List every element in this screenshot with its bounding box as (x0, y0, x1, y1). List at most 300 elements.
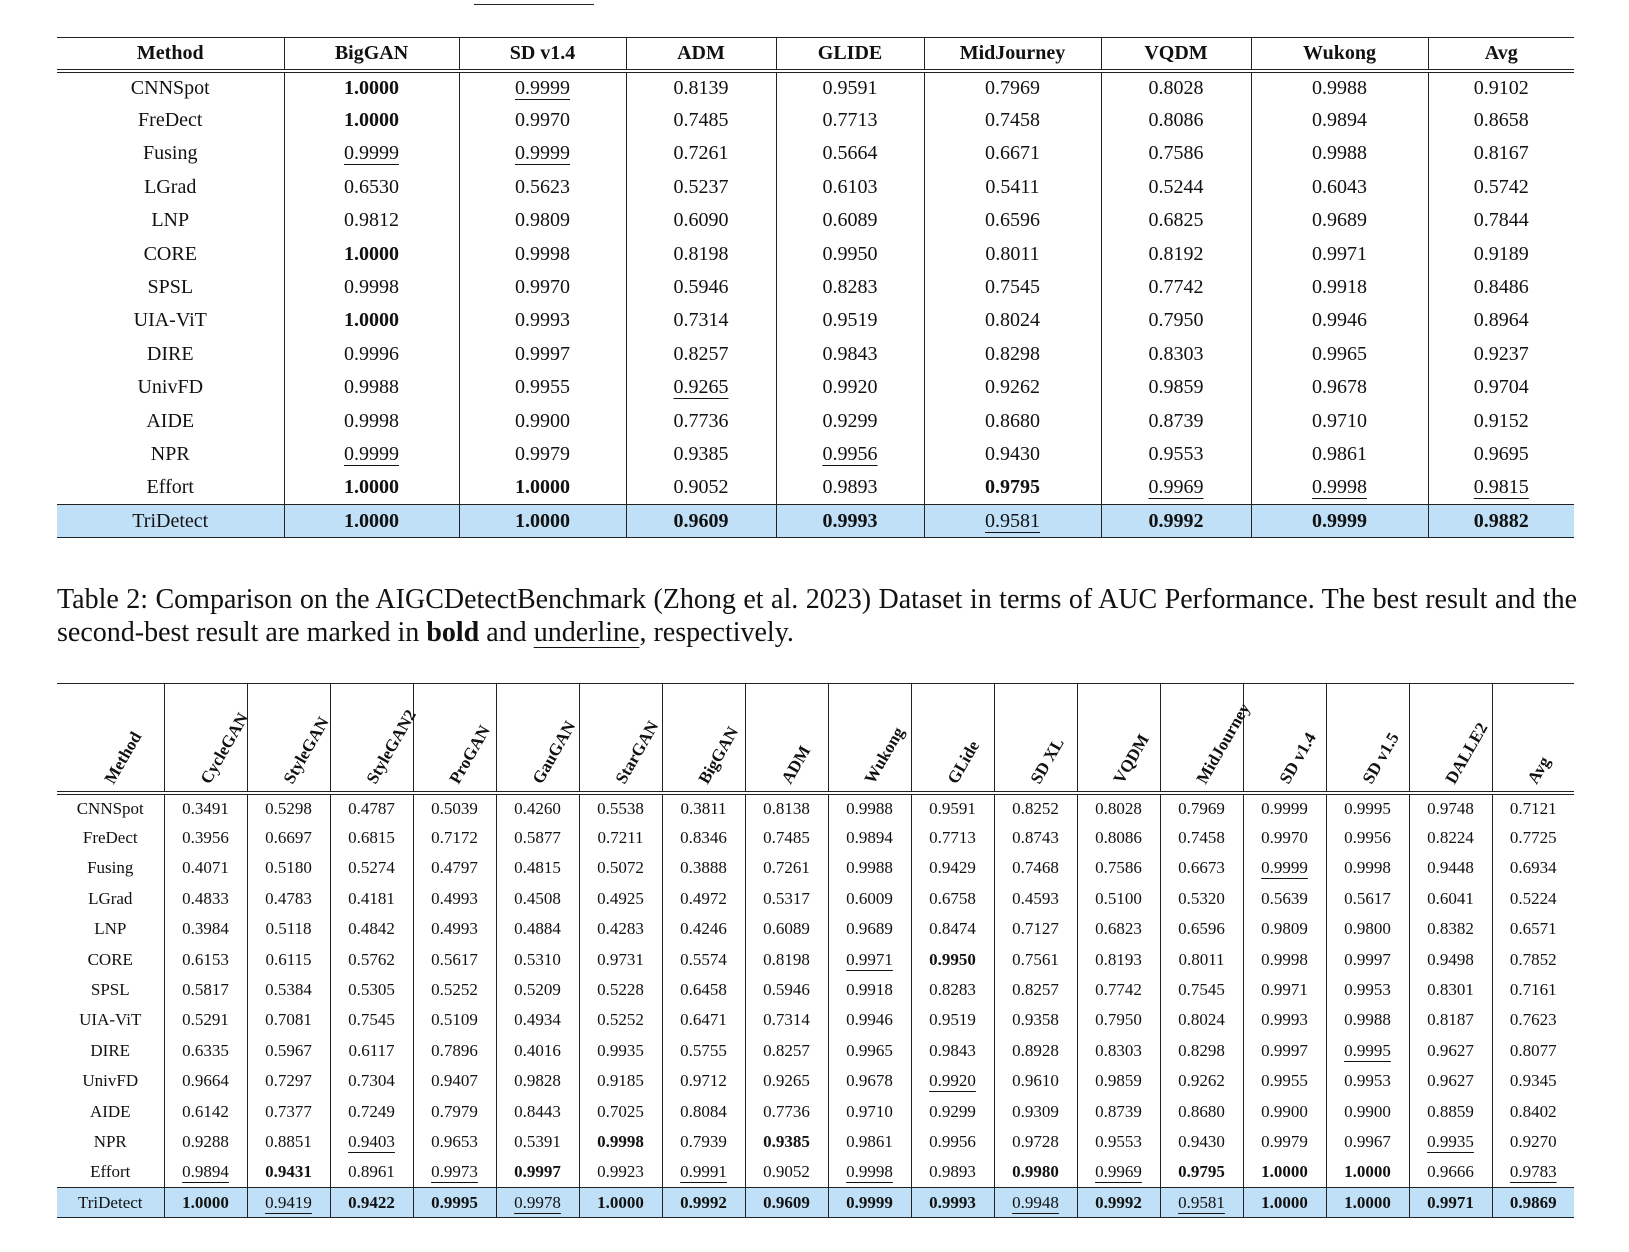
table-cell (1243, 1036, 1326, 1066)
column-header-label: Avg (1523, 752, 1555, 787)
table-cell (745, 1188, 828, 1218)
table-cell (924, 171, 1101, 204)
cell-value: 0.9299 (929, 1101, 976, 1121)
table-cell (626, 438, 776, 471)
table-cell (1251, 404, 1428, 437)
table-cell (1101, 404, 1251, 437)
table-cell (626, 171, 776, 204)
table-cell (911, 1188, 994, 1218)
cell-value: 0.9869 (1509, 1192, 1557, 1212)
table-cell (828, 793, 911, 823)
table-row (57, 104, 1574, 137)
cell-value: 0.9999 (515, 142, 570, 165)
cell-value: 0.8443 (514, 1101, 561, 1121)
table-cell (1409, 1127, 1492, 1157)
cell-value: 0.9991 (680, 1162, 727, 1182)
table-cell (284, 237, 459, 270)
table-cell (164, 1127, 247, 1157)
table-row (57, 338, 1574, 371)
table-cell (247, 823, 330, 853)
table-cell (496, 975, 579, 1005)
table-cell (911, 975, 994, 1005)
method-name: SPSL (147, 276, 194, 299)
cell-value: 0.7586 (1095, 858, 1142, 878)
table-cell (1243, 1005, 1326, 1035)
table-cell (164, 914, 247, 944)
cell-value: 0.9979 (515, 442, 570, 465)
cell-value: 0.9999 (846, 1192, 893, 1212)
table-cell (579, 1127, 662, 1157)
table-row (57, 471, 1574, 504)
cell-value: 0.7249 (348, 1101, 395, 1121)
cell-value: 0.8961 (348, 1162, 395, 1182)
table-cell (1409, 1066, 1492, 1096)
table-cell (330, 823, 413, 853)
cell-value: 0.9237 (1473, 342, 1529, 365)
cell-value: 0.7485 (763, 828, 810, 848)
table-cell (828, 853, 911, 883)
cell-value: 0.8024 (985, 309, 1040, 332)
cell-value: 0.7950 (1148, 309, 1204, 332)
table-cell (1492, 1096, 1574, 1126)
cell-value: 0.9967 (1344, 1131, 1391, 1151)
table-cell (1160, 1066, 1243, 1096)
cell-value: 0.9920 (822, 376, 878, 399)
table-cell (776, 204, 924, 237)
table-cell (1077, 1005, 1160, 1035)
cell-value: 0.9664 (182, 1071, 229, 1091)
column-header-label: MidJourney (1191, 699, 1254, 787)
table-cell (459, 304, 626, 337)
table-cell (1101, 371, 1251, 404)
table-caption (57, 583, 1577, 649)
table-row (57, 793, 1574, 823)
cell-value: 0.9882 (1473, 509, 1529, 532)
table-row (57, 371, 1574, 404)
cell-value: 0.9935 (1427, 1131, 1474, 1151)
caption-text: Table 2: Comparison on the AIGCDetectBenchmark (Zhong et al. 2023) Dataset in terms of AUC Performance. The best result and the second-best result are marked in (57, 584, 1577, 648)
table-cell (579, 1188, 662, 1218)
table-cell (911, 1157, 994, 1187)
cell-value: 0.9894 (846, 828, 893, 848)
cell-value: 0.7713 (929, 828, 976, 848)
cell-value: 0.8077 (1509, 1040, 1557, 1060)
cell-value: 1.0000 (344, 476, 399, 499)
cell-value: 0.9970 (515, 276, 570, 299)
cell-value: 0.9997 (515, 342, 570, 365)
table-cell (994, 884, 1077, 914)
table-cell (1077, 1188, 1160, 1218)
cell-value: 0.9809 (515, 209, 570, 232)
cell-value: 0.9997 (1261, 1040, 1308, 1060)
table-cell (284, 171, 459, 204)
cell-value: 0.9998 (344, 276, 399, 299)
table-cell (1492, 823, 1574, 853)
cell-value: 0.9956 (1344, 828, 1391, 848)
table-header-row (57, 38, 1574, 71)
column-header-label: ADM (677, 41, 725, 64)
table-cell (1409, 1188, 1492, 1218)
table-cell (164, 853, 247, 883)
table-row (57, 1188, 1574, 1218)
table-cell (1077, 975, 1160, 1005)
table-cell (994, 1096, 1077, 1126)
table-cell (1492, 914, 1574, 944)
table-cell (1251, 505, 1428, 538)
table-cell (828, 1188, 911, 1218)
table-cell (496, 1036, 579, 1066)
table-cell (1428, 505, 1574, 538)
cell-value: 0.9946 (846, 1010, 893, 1030)
column-header-label: SD v1.4 (1274, 728, 1320, 787)
table-cell (1243, 793, 1326, 823)
table-cell (284, 271, 459, 304)
table-cell (1326, 823, 1409, 853)
table-cell (413, 793, 496, 823)
table-cell (284, 404, 459, 437)
cell-value: 0.9189 (1473, 242, 1529, 265)
cell-value: 0.9950 (929, 949, 976, 969)
cell-value: 0.9299 (822, 409, 878, 432)
cell-value: 0.9998 (1344, 858, 1391, 878)
table-cell (459, 371, 626, 404)
table-cell (1101, 204, 1251, 237)
table-row (57, 975, 1574, 1005)
table-row (57, 71, 1574, 104)
table-cell (626, 471, 776, 504)
cell-value: 0.9969 (1148, 476, 1204, 499)
table-cell (911, 793, 994, 823)
table-cell (1243, 853, 1326, 883)
table-cell (828, 1096, 911, 1126)
table-cell (1428, 438, 1574, 471)
table-cell (1160, 1127, 1243, 1157)
cell-value: 0.9900 (515, 409, 570, 432)
cell-value: 0.9591 (822, 76, 878, 99)
table-cell (1409, 1005, 1492, 1035)
table-cell (330, 1036, 413, 1066)
cell-value: 0.9998 (1261, 949, 1308, 969)
table-cell (413, 944, 496, 974)
table-cell (1492, 1188, 1574, 1218)
cell-value: 0.9843 (822, 342, 878, 365)
cell-value: 0.8964 (1473, 309, 1529, 332)
cell-value: 0.9519 (822, 309, 878, 332)
method-name: Fusing (143, 142, 198, 165)
table-cell (247, 944, 330, 974)
cell-value: 0.9710 (1312, 409, 1367, 432)
table-cell (662, 1188, 745, 1218)
table-cell (1492, 1036, 1574, 1066)
table-cell (662, 1127, 745, 1157)
cell-value: 0.6009 (846, 888, 893, 908)
cell-value: 0.9918 (846, 980, 893, 1000)
method-name: DIRE (146, 342, 194, 365)
column-header-label: GauGAN (527, 717, 579, 787)
cell-value: 0.9995 (431, 1192, 478, 1212)
table-cell (776, 237, 924, 270)
cell-value: 0.4972 (680, 888, 727, 908)
cell-value: 0.9950 (822, 242, 878, 265)
cell-value: 0.6825 (1148, 209, 1204, 232)
table-cell (1326, 975, 1409, 1005)
table-cell (1428, 237, 1574, 270)
cell-value: 0.8192 (1148, 242, 1204, 265)
cell-value: 0.9403 (348, 1131, 395, 1151)
table-cell (579, 1096, 662, 1126)
cell-value: 0.9965 (846, 1040, 893, 1060)
column-header-midjourney (924, 38, 1101, 71)
caption-underline-word: underline (533, 617, 640, 648)
table-cell (1101, 271, 1251, 304)
cell-value: 0.7172 (431, 828, 478, 848)
cell-value: 0.9102 (1473, 76, 1529, 99)
table-cell (284, 338, 459, 371)
cell-value: 0.7468 (1012, 858, 1059, 878)
cell-value: 0.7081 (265, 1010, 312, 1030)
table-cell (164, 793, 247, 823)
cell-value: 0.6697 (265, 828, 312, 848)
cell-value: 0.7025 (597, 1101, 644, 1121)
column-header-label: BigGAN (693, 723, 742, 787)
table-cell (1251, 237, 1428, 270)
cell-value: 0.9997 (1344, 949, 1391, 969)
table-cell (1409, 914, 1492, 944)
table-cell (745, 853, 828, 883)
cell-value: 0.8298 (1178, 1040, 1225, 1060)
table-cell (924, 204, 1101, 237)
table-cell (1077, 1127, 1160, 1157)
table-cell (776, 304, 924, 337)
cell-value: 0.7211 (597, 828, 644, 848)
column-header-adm (745, 684, 828, 793)
cell-value: 0.9956 (822, 442, 878, 465)
table-cell (247, 1096, 330, 1126)
table-row (57, 1157, 1574, 1187)
cell-value: 0.7586 (1148, 142, 1204, 165)
cell-value: 0.5237 (673, 175, 729, 198)
cell-value: 0.9678 (846, 1071, 893, 1091)
column-header-label: SD v1.4 (509, 41, 576, 64)
table-row (57, 237, 1574, 270)
cell-value: 0.8402 (1509, 1101, 1557, 1121)
table-cell (579, 1066, 662, 1096)
table-cell (330, 1188, 413, 1218)
cell-value: 0.8257 (763, 1040, 810, 1060)
cell-value: 0.8193 (1095, 949, 1142, 969)
cell-value: 0.9893 (929, 1162, 976, 1182)
table-cell (330, 1005, 413, 1035)
table-cell (662, 853, 745, 883)
cell-value: 0.4260 (514, 798, 561, 818)
cell-value: 1.0000 (344, 109, 399, 132)
cell-value: 0.9970 (515, 109, 570, 132)
cell-value: 0.5755 (680, 1040, 727, 1060)
method-name: CORE (87, 949, 133, 969)
cell-value: 0.9581 (1178, 1192, 1225, 1212)
cell-value: 0.9998 (1312, 476, 1367, 499)
cell-value: 0.6117 (348, 1040, 395, 1060)
cell-value: 0.8086 (1148, 109, 1204, 132)
cell-value: 0.9265 (673, 376, 729, 399)
table-row (57, 1066, 1574, 1096)
cell-value: 0.9971 (1261, 980, 1308, 1000)
column-header-biggan (662, 684, 745, 793)
table-cell (911, 914, 994, 944)
table-1-auc-comparison (57, 37, 1574, 538)
cell-value: 0.9969 (1095, 1162, 1142, 1182)
cell-value: 0.7304 (348, 1071, 395, 1091)
column-header-method (57, 684, 164, 793)
cell-value: 0.6758 (929, 888, 976, 908)
table-row (57, 1127, 1574, 1157)
table-cell (1492, 975, 1574, 1005)
table-cell (459, 104, 626, 137)
cell-value: 0.8680 (1178, 1101, 1225, 1121)
cell-value: 0.9992 (1095, 1192, 1142, 1212)
table-cell (662, 1036, 745, 1066)
table-row (57, 271, 1574, 304)
table-cell (413, 1036, 496, 1066)
table-cell (164, 1036, 247, 1066)
table-cell (496, 944, 579, 974)
cell-value: 0.6458 (680, 980, 727, 1000)
cell-value: 0.9935 (597, 1040, 644, 1060)
table-cell (776, 171, 924, 204)
table-cell (994, 914, 1077, 944)
cell-value: 0.6090 (673, 209, 729, 232)
table-cell (626, 137, 776, 170)
column-header-label: VQDM (1144, 41, 1208, 64)
table-cell (330, 884, 413, 914)
table-row (57, 505, 1574, 538)
cell-value: 0.8028 (1148, 76, 1204, 99)
table-cell (1251, 471, 1428, 504)
cell-value: 0.9993 (1261, 1010, 1308, 1030)
table-cell (459, 471, 626, 504)
table-cell (1251, 338, 1428, 371)
table-cell (626, 237, 776, 270)
cell-value: 0.7623 (1509, 1010, 1557, 1030)
cell-value: 0.9978 (514, 1192, 561, 1212)
table-cell (828, 823, 911, 853)
table-cell (924, 271, 1101, 304)
cell-value: 0.9894 (182, 1162, 229, 1182)
table-cell (496, 1157, 579, 1187)
table-row (57, 404, 1574, 437)
table-cell (745, 793, 828, 823)
table-cell (496, 1096, 579, 1126)
cell-value: 0.7939 (680, 1131, 727, 1151)
cell-value: 0.9262 (985, 376, 1040, 399)
table-cell (1409, 1036, 1492, 1066)
cell-value: 0.7979 (431, 1101, 478, 1121)
table-cell (745, 1127, 828, 1157)
table-cell (1428, 204, 1574, 237)
table-cell (247, 1036, 330, 1066)
table-cell (994, 1036, 1077, 1066)
cell-value: 0.7725 (1509, 828, 1557, 848)
cell-value: 0.9627 (1427, 1040, 1474, 1060)
column-header-sd-v1-4 (1243, 684, 1326, 793)
cell-value: 0.9689 (1312, 209, 1367, 232)
table-cell (994, 793, 1077, 823)
cell-value: 0.9052 (763, 1162, 810, 1182)
cell-value: 0.9859 (1095, 1071, 1142, 1091)
cell-value: 0.7742 (1148, 276, 1204, 299)
cell-value: 0.8743 (1012, 828, 1059, 848)
cell-value: 0.5244 (1148, 175, 1204, 198)
table-cell (459, 71, 626, 104)
table-row (57, 1036, 1574, 1066)
cell-value: 0.9430 (1178, 1131, 1225, 1151)
table-cell (1326, 1096, 1409, 1126)
method-name: SPSL (90, 980, 130, 1000)
table-cell (911, 944, 994, 974)
cell-value: 0.4797 (431, 858, 478, 878)
table-cell (1428, 171, 1574, 204)
table-cell (776, 71, 924, 104)
column-header-sd-v1-5 (1326, 684, 1409, 793)
cell-value: 1.0000 (1261, 1192, 1308, 1212)
table-cell (1428, 71, 1574, 104)
cell-value: 0.9953 (1344, 1071, 1391, 1091)
table-cell (924, 505, 1101, 538)
cell-value: 0.9609 (763, 1192, 810, 1212)
cell-value: 1.0000 (182, 1192, 229, 1212)
cell-value: 0.4246 (680, 919, 727, 939)
table-cell (994, 1188, 1077, 1218)
table-row (57, 304, 1574, 337)
table-cell (1251, 304, 1428, 337)
table-cell (579, 1005, 662, 1035)
table-cell (626, 338, 776, 371)
table-cell (1101, 71, 1251, 104)
table-cell (1251, 438, 1428, 471)
table-cell (459, 338, 626, 371)
table-cell (1160, 823, 1243, 853)
cell-value: 0.9553 (1095, 1131, 1142, 1151)
cell-value: 0.8301 (1427, 980, 1474, 1000)
table-cell (1077, 853, 1160, 883)
cell-value: 1.0000 (1344, 1192, 1391, 1212)
table-cell (662, 884, 745, 914)
table-cell (994, 944, 1077, 974)
cell-value: 0.5411 (985, 175, 1040, 198)
table-cell (994, 823, 1077, 853)
table-cell (662, 1157, 745, 1187)
cell-value: 0.9809 (1261, 919, 1308, 939)
cell-value: 0.8658 (1473, 109, 1529, 132)
cell-value: 0.9358 (1012, 1010, 1059, 1030)
column-header-stylegan2 (330, 684, 420, 793)
cell-value: 0.7969 (1178, 798, 1225, 818)
table-cell (247, 793, 330, 823)
cell-value: 0.9920 (929, 1071, 976, 1091)
table-cell (994, 853, 1077, 883)
table-cell (1077, 944, 1160, 974)
cell-value: 0.4815 (514, 858, 561, 878)
cell-value: 0.8298 (985, 342, 1040, 365)
cell-value: 0.5298 (265, 798, 312, 818)
cell-value: 0.3984 (182, 919, 229, 939)
table-cell (911, 1066, 994, 1096)
column-header-gaugan (496, 684, 579, 793)
table-cell (330, 1157, 413, 1187)
column-header-stylegan (247, 684, 333, 793)
table-cell (330, 1066, 413, 1096)
table-cell (1243, 975, 1326, 1005)
